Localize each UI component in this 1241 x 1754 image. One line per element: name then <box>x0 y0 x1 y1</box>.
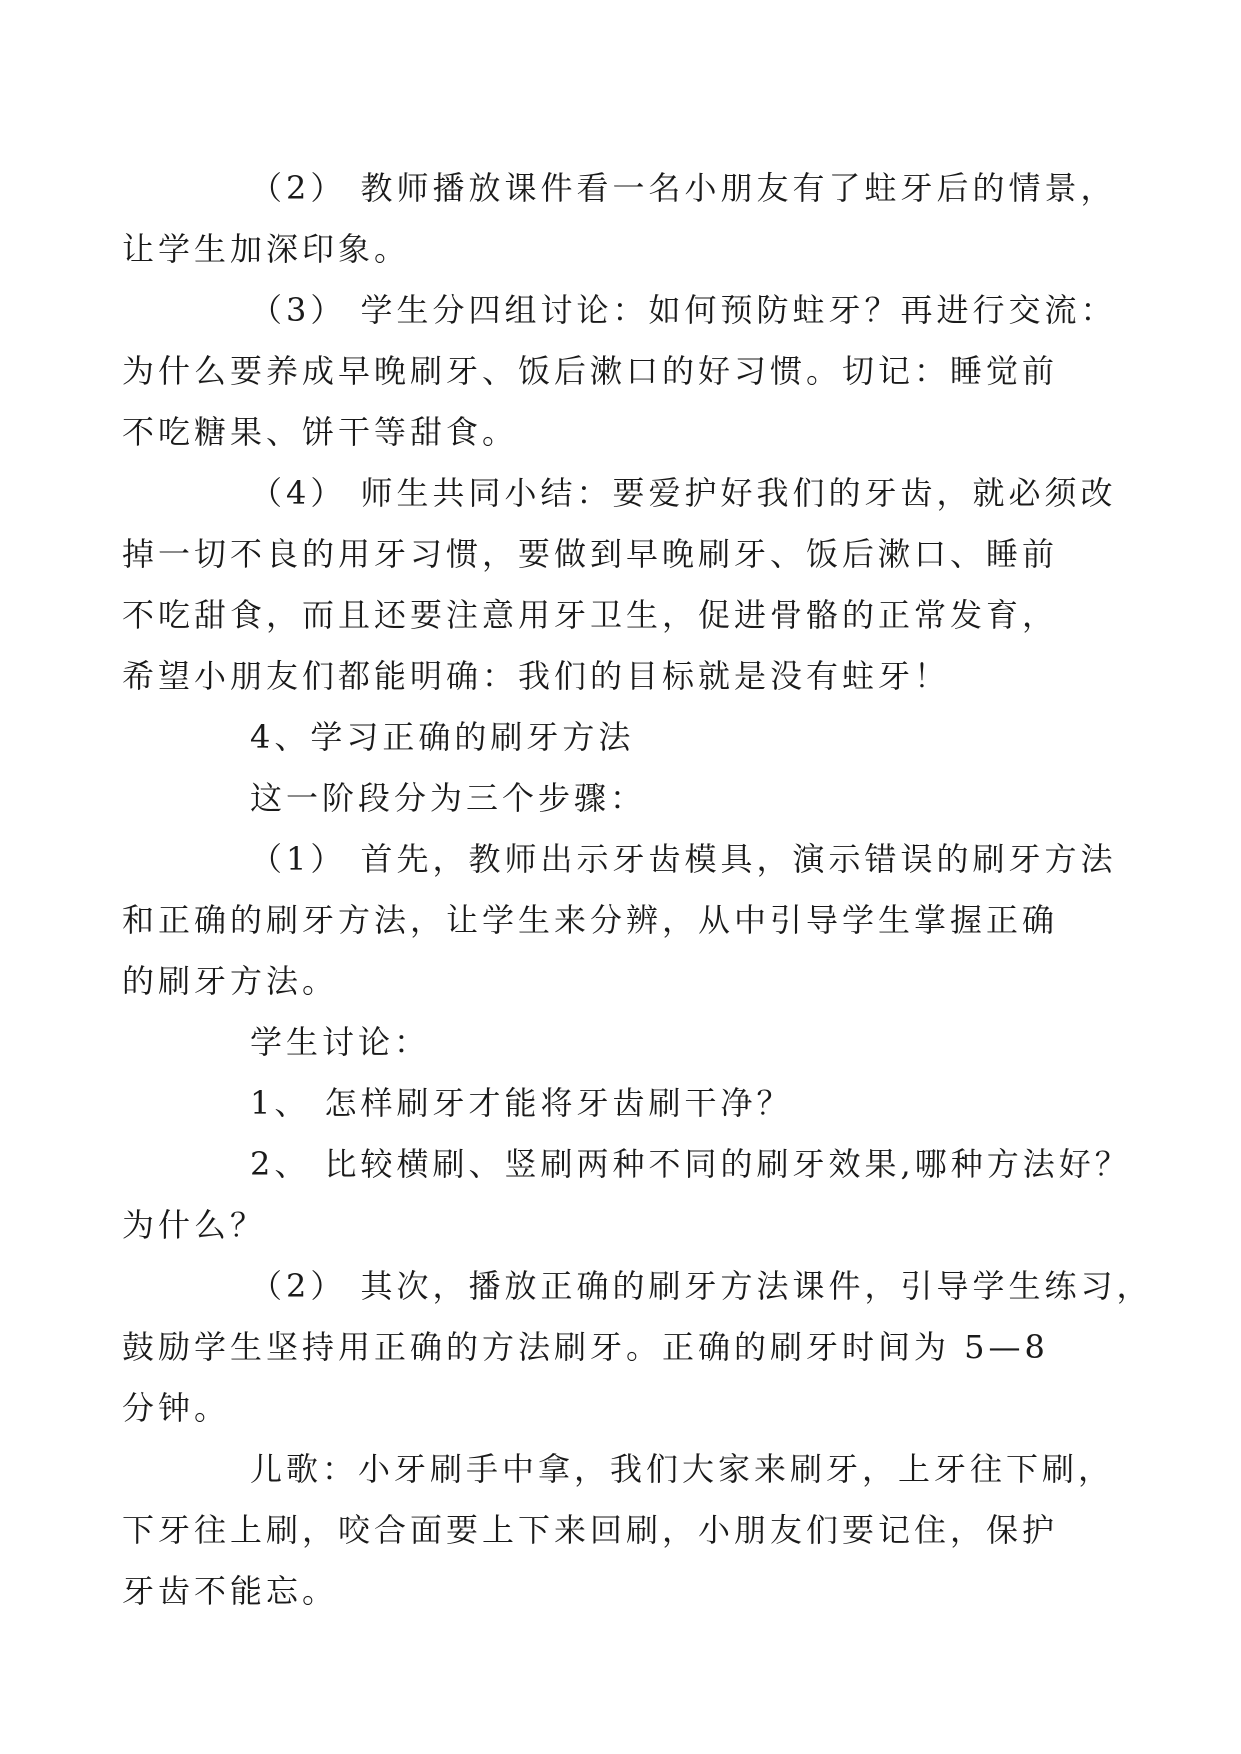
text-line: （2） 其次，播放正确的刷牙方法课件，引导学生练习， <box>250 1267 1153 1305</box>
text-line: （3） 学生分四组讨论：如何预防蛀牙？再进行交流： <box>250 291 1117 329</box>
paragraph-nursery-rhyme <box>122 1439 1115 1622</box>
text-line: 2、 比较横刷、竖刷两种不同的刷牙效果,哪种方法好？ <box>250 1145 1131 1183</box>
section-heading-brushing-method <box>186 707 1066 768</box>
paragraph-step-2-courseware <box>122 158 1117 280</box>
paragraph-step-4-summary <box>122 463 1117 707</box>
text-line: 让学生加深印象。 <box>122 230 411 268</box>
text-line: 下牙往上刷，咬合面要上下来回刷，小朋友们要记住，保护 <box>122 1511 1059 1549</box>
paragraph-three-steps-intro <box>186 768 1066 829</box>
text-line: 为什么要养成早晚刷牙、饭后漱口的好习惯。切记：睡觉前 <box>122 352 1059 390</box>
paragraph-step-2-practice <box>122 1256 1153 1439</box>
text-line: 为什么？ <box>122 1206 267 1244</box>
text-line: 学生讨论： <box>250 1023 431 1061</box>
text-line: 分钟。 <box>122 1389 231 1427</box>
paragraph-step-1-model <box>122 829 1117 1012</box>
text-line: （4） 师生共同小结：要爱护好我们的牙齿，就必须改 <box>250 474 1117 512</box>
paragraph-question-2 <box>122 1134 1131 1256</box>
text-line: 4、学习正确的刷牙方法 <box>250 718 635 756</box>
text-line: 的刷牙方法。 <box>122 962 339 1000</box>
text-line: 不吃甜食，而且还要注意用牙卫生，促进骨骼的正常发育， <box>122 596 1059 634</box>
paragraph-question-1 <box>186 1073 1066 1134</box>
paragraph-student-discussion-label <box>186 1012 1066 1073</box>
text-line: 这一阶段分为三个步骤： <box>250 779 647 817</box>
text-line: 儿歌：小牙刷手中拿，我们大家来刷牙，上牙往下刷， <box>250 1450 1115 1488</box>
paragraph-step-3-discussion <box>122 280 1117 463</box>
text-line: 和正确的刷牙方法，让学生来分辨，从中引导学生掌握正确 <box>122 901 1059 939</box>
text-line: （1） 首先，教师出示牙齿模具，演示错误的刷牙方法 <box>250 840 1117 878</box>
text-line: 不吃糖果、饼干等甜食。 <box>122 413 519 451</box>
text-line: 1、 怎样刷牙才能将牙齿刷干净？ <box>250 1084 793 1122</box>
text-line: 鼓励学生坚持用正确的方法刷牙。正确的刷牙时间为 5—8 <box>122 1328 1049 1366</box>
text-line: （2） 教师播放课件看一名小朋友有了蛀牙后的情景， <box>250 169 1117 207</box>
text-line: 牙齿不能忘。 <box>122 1572 339 1610</box>
text-line: 希望小朋友们都能明确：我们的目标就是没有蛀牙！ <box>122 657 951 695</box>
text-line: 掉一切不良的用牙习惯，要做到早晚刷牙、饭后漱口、睡前 <box>122 535 1059 573</box>
document-body <box>122 158 1153 1622</box>
